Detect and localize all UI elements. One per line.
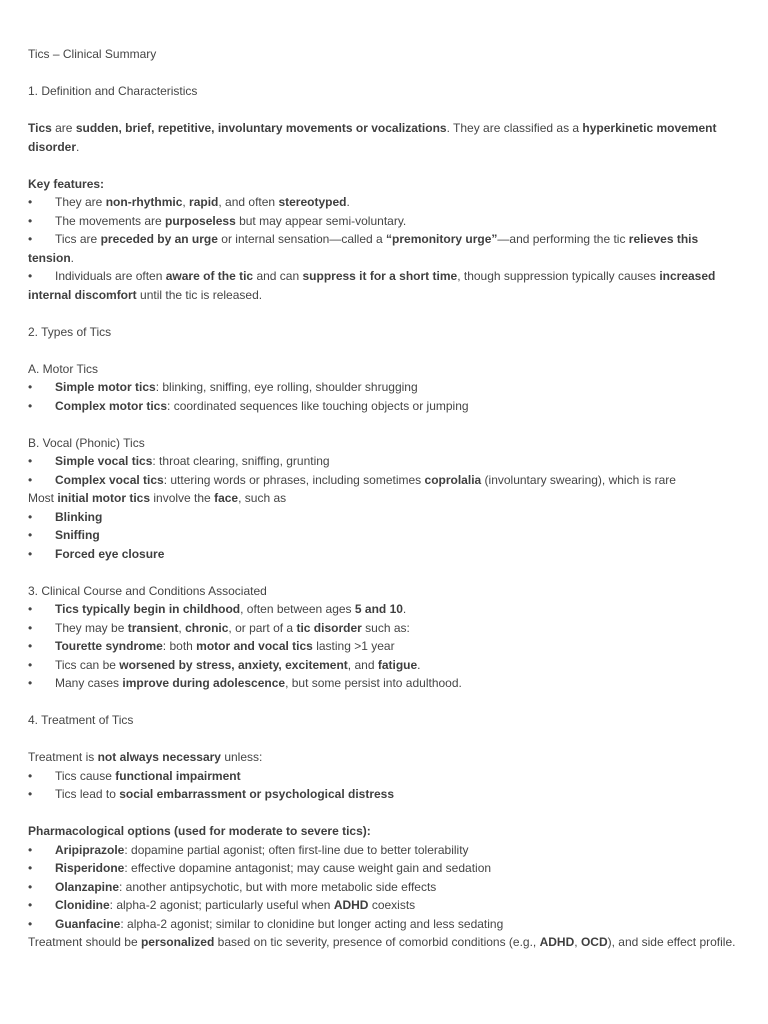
bold-text: aware of the tic	[165, 269, 254, 283]
text: but may appear semi-voluntary.	[235, 213, 407, 228]
text: 1. Definition and Characteristics	[28, 84, 198, 98]
bullet-item	[28, 878, 742, 897]
text-line	[28, 82, 742, 101]
bullet-marker: •	[28, 879, 33, 894]
text: ), and side effect profile.	[607, 935, 736, 949]
text: A. Motor Tics	[28, 361, 99, 376]
blank-line	[28, 64, 742, 83]
text: , and	[347, 657, 378, 672]
text-line	[28, 582, 742, 601]
text-line	[28, 711, 742, 730]
bold-text: Tics	[28, 121, 52, 135]
text-line	[28, 360, 742, 379]
bold-text: Tourette syndrome	[55, 639, 163, 653]
bullet-item	[28, 841, 742, 860]
bold-text: non-rhythmic	[105, 195, 183, 209]
text: ,	[574, 935, 581, 949]
blank-line	[28, 804, 742, 823]
bold-text: preceded by an urge	[100, 232, 218, 246]
text: , often between ages	[240, 602, 355, 616]
bold-text: Key features:	[28, 176, 105, 191]
text: Treatment should be	[28, 935, 141, 949]
bullet-item	[28, 637, 742, 656]
text: Tics cause	[55, 768, 116, 783]
bullet-item	[28, 526, 742, 545]
bold-text: Aripiprazole	[55, 842, 125, 857]
bold-text: sudden, brief, repetitive, involuntary movements or vocalizations	[75, 121, 447, 135]
bold-text: Risperidone	[55, 861, 125, 875]
bullet-marker: •	[28, 269, 33, 283]
bullet-item	[28, 378, 742, 397]
bullet-item	[28, 785, 742, 804]
text: .	[346, 195, 350, 209]
text: coexists	[368, 898, 416, 912]
bullet-item	[28, 545, 742, 564]
bold-text: Pharmacological options (used for moderate to severe tics):	[28, 824, 371, 838]
text: B. Vocal (Phonic) Tics	[28, 435, 145, 450]
blank-line	[28, 563, 742, 582]
bold-text: hyperkinetic movement disorder	[28, 121, 717, 154]
bullet-marker: •	[28, 620, 33, 635]
bold-text: improve during adolescence	[122, 676, 286, 690]
bullet-item	[28, 619, 742, 638]
bullet-marker: •	[28, 657, 33, 672]
text: Tics can be	[55, 657, 120, 672]
bold-text: 5 and 10	[354, 602, 403, 616]
bold-text: purposeless	[165, 213, 236, 228]
text: ,	[182, 195, 190, 209]
text: : alpha-2 agonist; particularly useful when	[109, 898, 334, 912]
bold-text: personalized	[140, 935, 215, 949]
text-line	[28, 119, 742, 156]
bullet-marker: •	[28, 639, 33, 653]
bullet-marker: •	[28, 602, 33, 616]
bold-text: Complex vocal tics	[55, 472, 164, 487]
text: Tics lead to	[55, 787, 120, 801]
bullet-item	[28, 230, 742, 267]
text: : coordinated sequences like touching objects or jumping	[167, 398, 469, 413]
text: , though suppression typically causes	[457, 269, 660, 283]
bold-text: stereotyped	[278, 195, 347, 209]
text: —and performing the tic	[497, 232, 629, 246]
blank-line	[28, 415, 742, 434]
bullet-marker: •	[28, 861, 33, 875]
text: : another antipsychotic, but with more metabolic side effects	[119, 879, 437, 894]
text-line	[28, 489, 742, 508]
text: : throat clearing, sniffing, grunting	[152, 454, 330, 468]
bullet-marker: •	[28, 787, 33, 801]
bold-text: Forced eye closure	[55, 546, 165, 561]
bold-text: Blinking	[55, 509, 103, 524]
bold-text: fatigue	[377, 657, 418, 672]
text: . They are classified as a	[446, 121, 583, 135]
bullet-marker: •	[28, 898, 33, 912]
bold-text: Complex motor tics	[55, 398, 168, 413]
text-line	[28, 748, 742, 767]
bullet-marker: •	[28, 213, 33, 228]
text: , such as	[238, 491, 287, 505]
bullet-item	[28, 896, 742, 915]
text: are	[51, 121, 76, 135]
text: : alpha-2 agonist; similar to clonidine but longer acting and less sedating	[120, 916, 504, 931]
text: unless:	[220, 750, 263, 764]
text: .	[402, 602, 407, 616]
bullet-marker: •	[28, 380, 33, 394]
blank-line	[28, 101, 742, 120]
blank-line	[28, 341, 742, 360]
text: : blinking, sniffing, eye rolling, shoulder shrugging	[155, 380, 418, 394]
text: 3. Clinical Course and Conditions Associated	[28, 583, 267, 598]
text: such as:	[361, 620, 410, 635]
text: They may be	[55, 620, 128, 635]
bullet-marker: •	[28, 916, 33, 931]
blank-line	[28, 156, 742, 175]
bold-text: ADHD	[333, 898, 369, 912]
text: and can	[253, 269, 303, 283]
text: based on tic severity, presence of comorbid conditions (e.g.,	[214, 935, 540, 949]
bullet-marker: •	[28, 454, 33, 468]
bold-text: relieves this tension	[28, 232, 699, 265]
text: , or part of a	[228, 620, 297, 635]
bold-text: “premonitory urge”	[386, 232, 498, 246]
bullet-item	[28, 452, 742, 471]
bullet-item	[28, 859, 742, 878]
bullet-marker: •	[28, 195, 33, 209]
text: or internal sensation—called a	[217, 232, 387, 246]
bold-text: Olanzapine	[55, 879, 120, 894]
bold-text: worsened by stress, anxiety, excitement	[119, 657, 348, 672]
text: Most	[28, 491, 58, 505]
bullet-marker: •	[28, 398, 33, 413]
bold-text: coprolalia	[424, 472, 482, 487]
bold-text: OCD	[580, 935, 608, 949]
bold-text: Tics typically begin in childhood	[55, 602, 241, 616]
bold-text: initial motor tics	[57, 491, 151, 505]
bullet-item	[28, 656, 742, 675]
text: : both	[162, 639, 197, 653]
bullet-marker: •	[28, 546, 33, 561]
bullet-item	[28, 397, 742, 416]
text: 2. Types of Tics	[28, 324, 112, 339]
bold-text: Clonidine	[55, 898, 110, 912]
text: They are	[55, 195, 106, 209]
text: Treatment is	[28, 750, 98, 764]
text: .	[417, 657, 421, 672]
bullet-item	[28, 767, 742, 786]
text: Many cases	[55, 676, 123, 690]
text: : uttering words or phrases, including sometimes	[163, 472, 425, 487]
bold-text: motor and vocal tics	[196, 639, 313, 653]
bold-text: Simple vocal tics	[55, 454, 153, 468]
text: Individuals are often	[55, 269, 166, 283]
bullet-marker: •	[28, 528, 33, 542]
text: The movements are	[55, 213, 166, 228]
bullet-item	[28, 193, 742, 212]
text-line	[28, 45, 742, 64]
text: .	[76, 139, 80, 154]
text: 4. Treatment of Tics	[28, 713, 134, 727]
blank-line	[28, 693, 742, 712]
bold-text: increased internal discomfort	[28, 269, 716, 302]
text: Tics are	[55, 232, 101, 246]
bullet-marker: •	[28, 509, 33, 524]
text: .	[70, 250, 75, 265]
text: Tics – Clinical Summary	[28, 47, 157, 61]
bullet-item	[28, 267, 742, 304]
bullet-marker: •	[28, 232, 33, 246]
text: until the tic is released.	[136, 287, 263, 302]
bold-text: Guanfacine	[55, 916, 121, 931]
bold-text: transient	[127, 620, 179, 635]
blank-line	[28, 730, 742, 749]
text: , but some persist into adulthood.	[285, 676, 462, 690]
text-line	[28, 822, 742, 841]
bullet-item	[28, 508, 742, 527]
document-body	[28, 45, 742, 952]
text: involve the	[150, 491, 215, 505]
bold-text: not always necessary	[97, 750, 221, 764]
bold-text: functional impairment	[115, 768, 241, 783]
text-line	[28, 434, 742, 453]
bullet-item	[28, 471, 742, 490]
bold-text: face	[214, 491, 239, 505]
bold-text: Sniffing	[55, 528, 100, 542]
bullet-item	[28, 915, 742, 934]
bold-text: rapid	[189, 195, 219, 209]
text: lasting >1 year	[312, 639, 395, 653]
bold-text: ADHD	[539, 935, 575, 949]
bullet-item	[28, 600, 742, 619]
bullet-marker: •	[28, 676, 33, 690]
text: ,	[178, 620, 186, 635]
bold-text: chronic	[185, 620, 229, 635]
bold-text: tic disorder	[296, 620, 362, 635]
text: : dopamine partial agonist; often first-line due to better tolerability	[124, 842, 469, 857]
text-line	[28, 933, 742, 952]
text-line	[28, 175, 742, 194]
text: : effective dopamine antagonist; may cause weight gain and sedation	[124, 861, 492, 875]
text-line	[28, 323, 742, 342]
bold-text: suppress it for a short time	[302, 269, 458, 283]
bullet-item	[28, 212, 742, 231]
bullet-item	[28, 674, 742, 693]
bold-text: social embarrassment or psychological distress	[119, 787, 395, 801]
bullet-marker: •	[28, 472, 33, 487]
bold-text: Simple motor tics	[55, 380, 156, 394]
blank-line	[28, 304, 742, 323]
bullet-marker: •	[28, 768, 33, 783]
bullet-marker: •	[28, 842, 33, 857]
text: , and often	[218, 195, 279, 209]
text: (involuntary swearing), which is rare	[481, 472, 676, 487]
